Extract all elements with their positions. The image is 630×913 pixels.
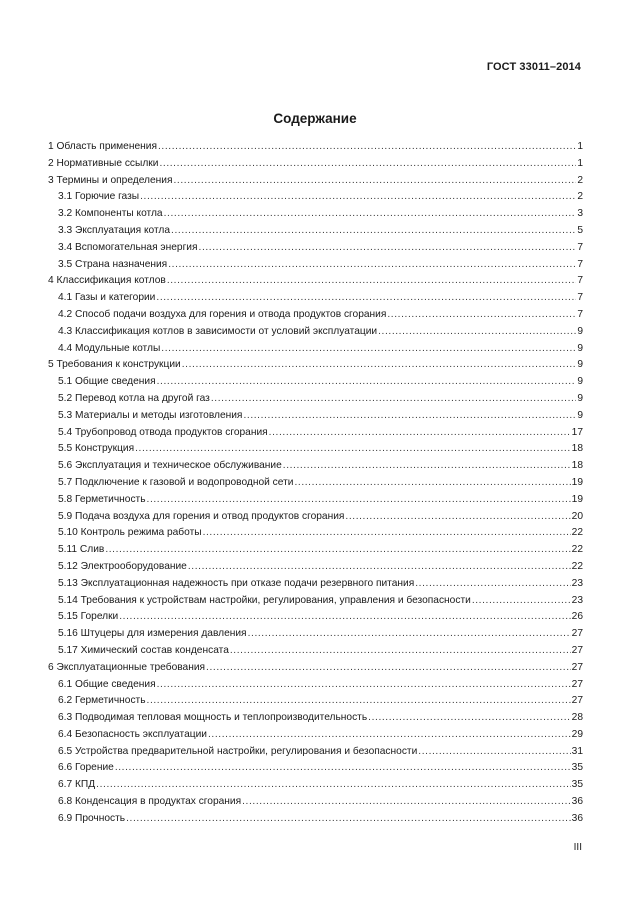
toc-leader-dots bbox=[126, 811, 571, 828]
toc-entry[interactable] bbox=[48, 693, 583, 710]
toc-entry-label: 4.3 Классификация котлов в зависимости от условий эксплуатации bbox=[58, 325, 378, 337]
toc-entry[interactable] bbox=[48, 374, 583, 391]
toc-entry-label: 5 Требования к конструкции bbox=[48, 359, 181, 371]
toc-leader-dots bbox=[119, 609, 570, 626]
toc-entry[interactable] bbox=[48, 206, 583, 223]
toc-entry[interactable] bbox=[48, 542, 583, 559]
toc-entry-page: 26 bbox=[571, 611, 583, 623]
toc-leader-dots bbox=[157, 677, 571, 694]
toc-leader-dots bbox=[206, 660, 571, 677]
toc-leader-dots bbox=[156, 290, 576, 307]
toc-entry[interactable] bbox=[48, 509, 583, 526]
toc-entry-page: 9 bbox=[577, 376, 583, 388]
toc-entry-label: 6 Эксплуатационные требования bbox=[48, 661, 206, 673]
toc-entry-label: 4.1 Газы и категории bbox=[58, 292, 156, 304]
toc-leader-dots bbox=[211, 391, 577, 408]
toc-entry-page: 27 bbox=[571, 678, 583, 690]
toc-leader-dots bbox=[415, 576, 570, 593]
toc-entry-page: 23 bbox=[571, 594, 583, 606]
toc-leader-dots bbox=[248, 626, 571, 643]
toc-entry[interactable] bbox=[48, 593, 583, 610]
toc-leader-dots bbox=[182, 357, 577, 374]
toc-entry-page: 7 bbox=[577, 292, 583, 304]
toc-entry-page: 2 bbox=[577, 191, 583, 203]
toc-entry-label: 6.5 Устройства предварительной настройки, регулирования и безопасности bbox=[58, 745, 418, 757]
toc-entry-label: 4.4 Модульные котлы bbox=[58, 342, 161, 354]
document-code: ГОСТ 33011–2014 bbox=[486, 61, 581, 73]
toc-leader-dots bbox=[147, 492, 571, 509]
toc-leader-dots bbox=[188, 559, 571, 576]
toc-leader-dots bbox=[378, 324, 576, 341]
toc-leader-dots bbox=[135, 441, 571, 458]
toc-leader-dots bbox=[203, 525, 571, 542]
toc-leader-dots bbox=[242, 794, 571, 811]
toc-leader-dots bbox=[418, 744, 570, 761]
toc-entry[interactable] bbox=[48, 475, 583, 492]
toc-entry[interactable] bbox=[48, 441, 583, 458]
toc-entry-page: 17 bbox=[571, 426, 583, 438]
toc-entry-page: 9 bbox=[577, 342, 583, 354]
toc-entry-page: 35 bbox=[571, 762, 583, 774]
toc-entry[interactable] bbox=[48, 273, 583, 290]
toc-entry-label: 5.1 Общие сведения bbox=[58, 376, 156, 388]
table-of-contents bbox=[48, 139, 583, 828]
toc-entry[interactable] bbox=[48, 811, 583, 828]
toc-entry[interactable] bbox=[48, 173, 583, 190]
toc-entry-page: 35 bbox=[571, 779, 583, 791]
toc-entry-page: 27 bbox=[571, 695, 583, 707]
toc-entry[interactable] bbox=[48, 727, 583, 744]
toc-entry-page: 23 bbox=[571, 577, 583, 589]
toc-entry-label: 6.8 Конденсация в продуктах сгорания bbox=[58, 796, 242, 808]
toc-entry-page: 7 bbox=[577, 308, 583, 320]
toc-leader-dots bbox=[157, 374, 577, 391]
toc-entry-page: 2 bbox=[577, 174, 583, 186]
toc-leader-dots bbox=[472, 593, 571, 610]
toc-entry-label: 5.8 Герметичность bbox=[58, 493, 146, 505]
toc-entry[interactable] bbox=[48, 156, 583, 173]
toc-leader-dots bbox=[243, 408, 576, 425]
toc-entry-page: 3 bbox=[577, 208, 583, 220]
toc-entry-label: 6.7 КПД bbox=[58, 779, 96, 791]
toc-entry-label: 5.3 Материалы и методы изготовления bbox=[58, 409, 243, 421]
toc-leader-dots bbox=[105, 542, 570, 559]
page-number: III bbox=[573, 842, 582, 853]
toc-entry[interactable] bbox=[48, 492, 583, 509]
toc-entry-label: 3 Термины и определения bbox=[48, 174, 173, 186]
toc-entry[interactable] bbox=[48, 223, 583, 240]
toc-entry-label: 5.2 Перевод котла на другой газ bbox=[58, 392, 210, 404]
toc-entry-label: 3.2 Компоненты котла bbox=[58, 208, 163, 220]
toc-entry-page: 36 bbox=[571, 812, 583, 824]
toc-entry[interactable] bbox=[48, 626, 583, 643]
toc-entry-page: 7 bbox=[577, 275, 583, 287]
toc-entry-label: 6.3 Подводимая тепловая мощность и теплопроизводительность bbox=[58, 712, 368, 724]
toc-entry[interactable] bbox=[48, 760, 583, 777]
toc-leader-dots bbox=[164, 206, 577, 223]
toc-entry[interactable] bbox=[48, 341, 583, 358]
toc-entry[interactable] bbox=[48, 290, 583, 307]
toc-entry-label: 1 Область применения bbox=[48, 141, 157, 152]
toc-entry-page: 22 bbox=[571, 544, 583, 556]
toc-entry[interactable] bbox=[48, 307, 583, 324]
toc-leader-dots bbox=[168, 257, 576, 274]
toc-entry-page: 22 bbox=[571, 527, 583, 539]
toc-entry[interactable] bbox=[48, 710, 583, 727]
page-title: Содержание bbox=[273, 111, 357, 126]
toc-entry-label: 5.17 Химический состав конденсата bbox=[58, 644, 229, 656]
toc-leader-dots bbox=[159, 156, 576, 173]
toc-entry-label: 5.6 Эксплуатация и техническое обслуживание bbox=[58, 460, 282, 472]
toc-entry-label: 6.2 Герметичность bbox=[58, 695, 146, 707]
toc-entry[interactable] bbox=[48, 559, 583, 576]
toc-entry[interactable] bbox=[48, 660, 583, 677]
toc-entry[interactable] bbox=[48, 794, 583, 811]
toc-entry-label: 5.9 Подача воздуха для горения и отвод продуктов сгорания bbox=[58, 510, 345, 522]
toc-entry-page: 19 bbox=[571, 493, 583, 505]
toc-entry-label: 5.7 Подключение к газовой и водопроводной сети bbox=[58, 476, 294, 488]
toc-leader-dots bbox=[208, 727, 571, 744]
toc-entry-label: 6.6 Горение bbox=[58, 762, 114, 774]
toc-leader-dots bbox=[283, 458, 571, 475]
toc-leader-dots bbox=[140, 189, 576, 206]
toc-entry-label: 5.14 Требования к устройствам настройки, регулирования, управления и безопасности bbox=[58, 594, 471, 606]
toc-entry-label: 5.12 Электрооборудование bbox=[58, 560, 187, 572]
toc-entry-page: 7 bbox=[577, 258, 583, 270]
toc-leader-dots bbox=[230, 643, 571, 660]
toc-entry-label: 5.4 Трубопровод отвода продуктов сгорания bbox=[58, 426, 268, 438]
toc-entry[interactable] bbox=[48, 240, 583, 257]
toc-entry[interactable] bbox=[48, 609, 583, 626]
toc-entry-label: 3.5 Страна назначения bbox=[58, 258, 168, 270]
toc-leader-dots bbox=[199, 240, 577, 257]
toc-entry-label: 6.4 Безопасность эксплуатации bbox=[58, 728, 207, 740]
toc-entry-page: 28 bbox=[571, 712, 583, 724]
toc-leader-dots bbox=[173, 173, 576, 190]
toc-entry[interactable] bbox=[48, 139, 583, 156]
toc-entry-page: 1 bbox=[577, 157, 583, 169]
toc-leader-dots bbox=[269, 425, 571, 442]
toc-leader-dots bbox=[345, 509, 570, 526]
toc-leader-dots bbox=[294, 475, 570, 492]
toc-entry[interactable] bbox=[48, 391, 583, 408]
toc-entry-page: 19 bbox=[571, 476, 583, 488]
toc-entry-label: 4 Классификация котлов bbox=[48, 275, 166, 287]
toc-entry-page: 27 bbox=[571, 644, 583, 656]
toc-entry[interactable] bbox=[48, 408, 583, 425]
toc-entry-page: 36 bbox=[571, 796, 583, 808]
toc-entry-page: 27 bbox=[571, 628, 583, 640]
toc-entry-label: 5.11 Слив bbox=[58, 544, 105, 556]
toc-entry[interactable] bbox=[48, 525, 583, 542]
toc-entry-label: 6.1 Общие сведения bbox=[58, 678, 156, 690]
toc-entry[interactable] bbox=[48, 643, 583, 660]
toc-entry[interactable] bbox=[48, 677, 583, 694]
toc-entry[interactable] bbox=[48, 189, 583, 206]
toc-entry-page: 9 bbox=[577, 325, 583, 337]
toc-entry-label: 3.4 Вспомогательная энергия bbox=[58, 241, 198, 253]
toc-leader-dots bbox=[161, 341, 576, 358]
toc-entry-label: 3.3 Эксплуатация котла bbox=[58, 224, 171, 236]
toc-entry-page: 9 bbox=[577, 359, 583, 371]
toc-entry-label: 5.5 Конструкция bbox=[58, 443, 135, 455]
toc-entry[interactable] bbox=[48, 458, 583, 475]
toc-entry[interactable] bbox=[48, 576, 583, 593]
toc-entry[interactable] bbox=[48, 257, 583, 274]
toc-entry[interactable] bbox=[48, 777, 583, 794]
toc-leader-dots bbox=[147, 693, 571, 710]
toc-entry-page: 22 bbox=[571, 560, 583, 572]
toc-entry-label: 2 Нормативные ссылки bbox=[48, 157, 159, 169]
toc-leader-dots bbox=[171, 223, 576, 240]
toc-entry-page: 29 bbox=[571, 728, 583, 740]
toc-leader-dots bbox=[96, 777, 571, 794]
toc-entry-page: 1 bbox=[577, 141, 583, 152]
toc-entry-label: 4.2 Способ подачи воздуха для горения и отвода продуктов сгорания bbox=[58, 308, 387, 320]
toc-entry-label: 5.10 Контроль режима работы bbox=[58, 527, 202, 539]
toc-entry-label: 3.1 Горючие газы bbox=[58, 191, 140, 203]
toc-leader-dots bbox=[387, 307, 576, 324]
toc-entry-page: 27 bbox=[571, 661, 583, 673]
toc-entry-page: 18 bbox=[571, 460, 583, 472]
toc-leader-dots bbox=[167, 273, 577, 290]
toc-entry-label: 5.16 Штуцеры для измерения давления bbox=[58, 628, 247, 640]
toc-entry-page: 5 bbox=[577, 224, 583, 236]
toc-leader-dots bbox=[158, 139, 576, 156]
toc-entry[interactable] bbox=[48, 744, 583, 761]
toc-entry-label: 5.13 Эксплуатационная надежность при отказе подачи резервного питания bbox=[58, 577, 415, 589]
toc-entry-page: 18 bbox=[571, 443, 583, 455]
toc-entry-page: 7 bbox=[577, 241, 583, 253]
toc-entry-page: 9 bbox=[577, 392, 583, 404]
toc-entry[interactable] bbox=[48, 324, 583, 341]
toc-entry-label: 5.15 Горелки bbox=[58, 611, 119, 623]
toc-entry-page: 31 bbox=[571, 745, 583, 757]
toc-leader-dots bbox=[368, 710, 571, 727]
toc-entry-page: 9 bbox=[577, 409, 583, 421]
toc-entry-label: 6.9 Прочность bbox=[58, 812, 126, 824]
toc-entry-page: 20 bbox=[571, 510, 583, 522]
toc-leader-dots bbox=[115, 760, 571, 777]
toc-entry[interactable] bbox=[48, 357, 583, 374]
toc-entry[interactable] bbox=[48, 425, 583, 442]
